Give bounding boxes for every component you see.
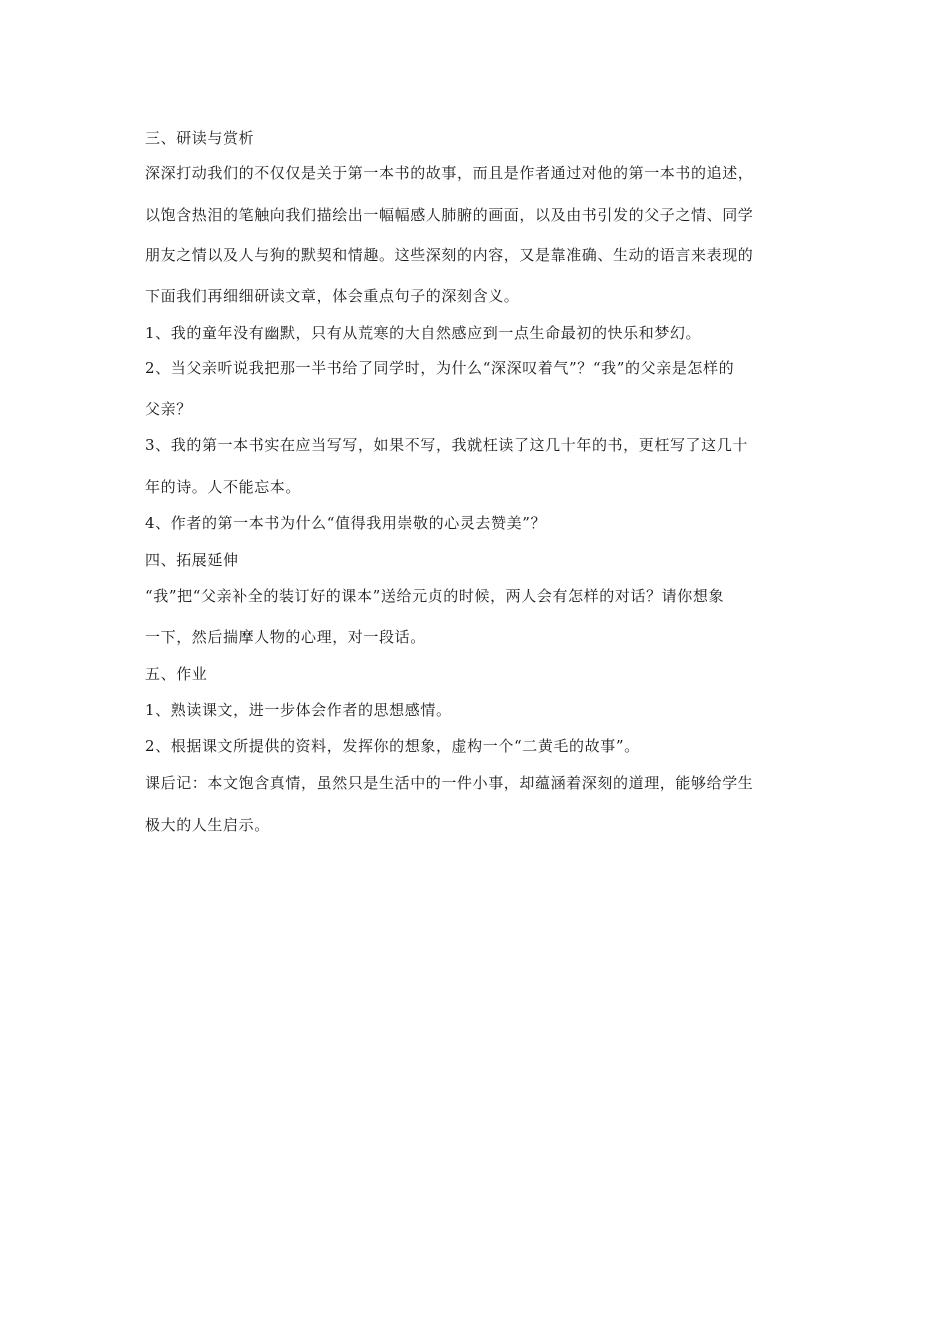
question-item-2-line-2: 父亲？ <box>145 400 192 418</box>
question-item-4: 4、作者的第一本书为什么“值得我用崇敬的心灵去赞美”？ <box>145 514 547 532</box>
section-3-paragraph-line-4: 下面我们再细细研读文章，体会重点句子的深刻含义。 <box>145 287 520 305</box>
section-3-paragraph-line-2: 以饱含热泪的笔触向我们描绘出一幅幅感人肺腑的画面，以及由书引发的父子之情、同学 <box>145 206 754 224</box>
homework-item-2: 2、根据课文所提供的资料，发挥你的想象，虚构一个“二黄毛的故事”。 <box>145 737 640 755</box>
section-5-heading: 五、作业 <box>145 665 208 683</box>
afterword-line-2: 极大的人生启示。 <box>145 816 270 834</box>
question-item-3-line-1: 3、我的第一本书实在应当写写，如果不写，我就枉读了这几十年的书，更枉写了这几十 <box>145 436 748 454</box>
question-item-3-line-2: 年的诗。人不能忘本。 <box>145 478 302 496</box>
section-3-paragraph-line-3: 朋友之情以及人与狗的默契和情趣。这些深刻的内容，又是靠准确、生动的语言来表现的 <box>145 246 754 264</box>
homework-item-1: 1、熟读课文，进一步体会作者的思想感情。 <box>145 701 452 719</box>
section-4-paragraph-line-2: 一下，然后揣摩人物的心理，对一段话。 <box>145 628 426 646</box>
section-4-heading: 四、拓展延伸 <box>145 551 239 569</box>
question-item-2-line-1: 2、当父亲听说我把那一半书给了同学时，为什么“深深叹着气”？“我”的父亲是怎样的 <box>145 359 735 377</box>
section-4-paragraph-line-1: “我”把“父亲补全的装订好的课本”送给元贞的时候，两人会有怎样的对话？请你想象 <box>145 587 725 605</box>
section-3-paragraph-line-1: 深深打动我们的不仅仅是关于第一本书的故事，而且是作者通过对他的第一本书的追述， <box>145 164 754 182</box>
section-3-heading: 三、研读与赏析 <box>145 129 255 147</box>
afterword-line-1: 课后记：本文饱含真情，虽然只是生活中的一件小事，却蕴涵着深刻的道理，能够给学生 <box>145 774 754 792</box>
question-item-1: 1、我的童年没有幽默，只有从荒寒的大自然感应到一点生命最初的快乐和梦幻。 <box>145 324 702 342</box>
